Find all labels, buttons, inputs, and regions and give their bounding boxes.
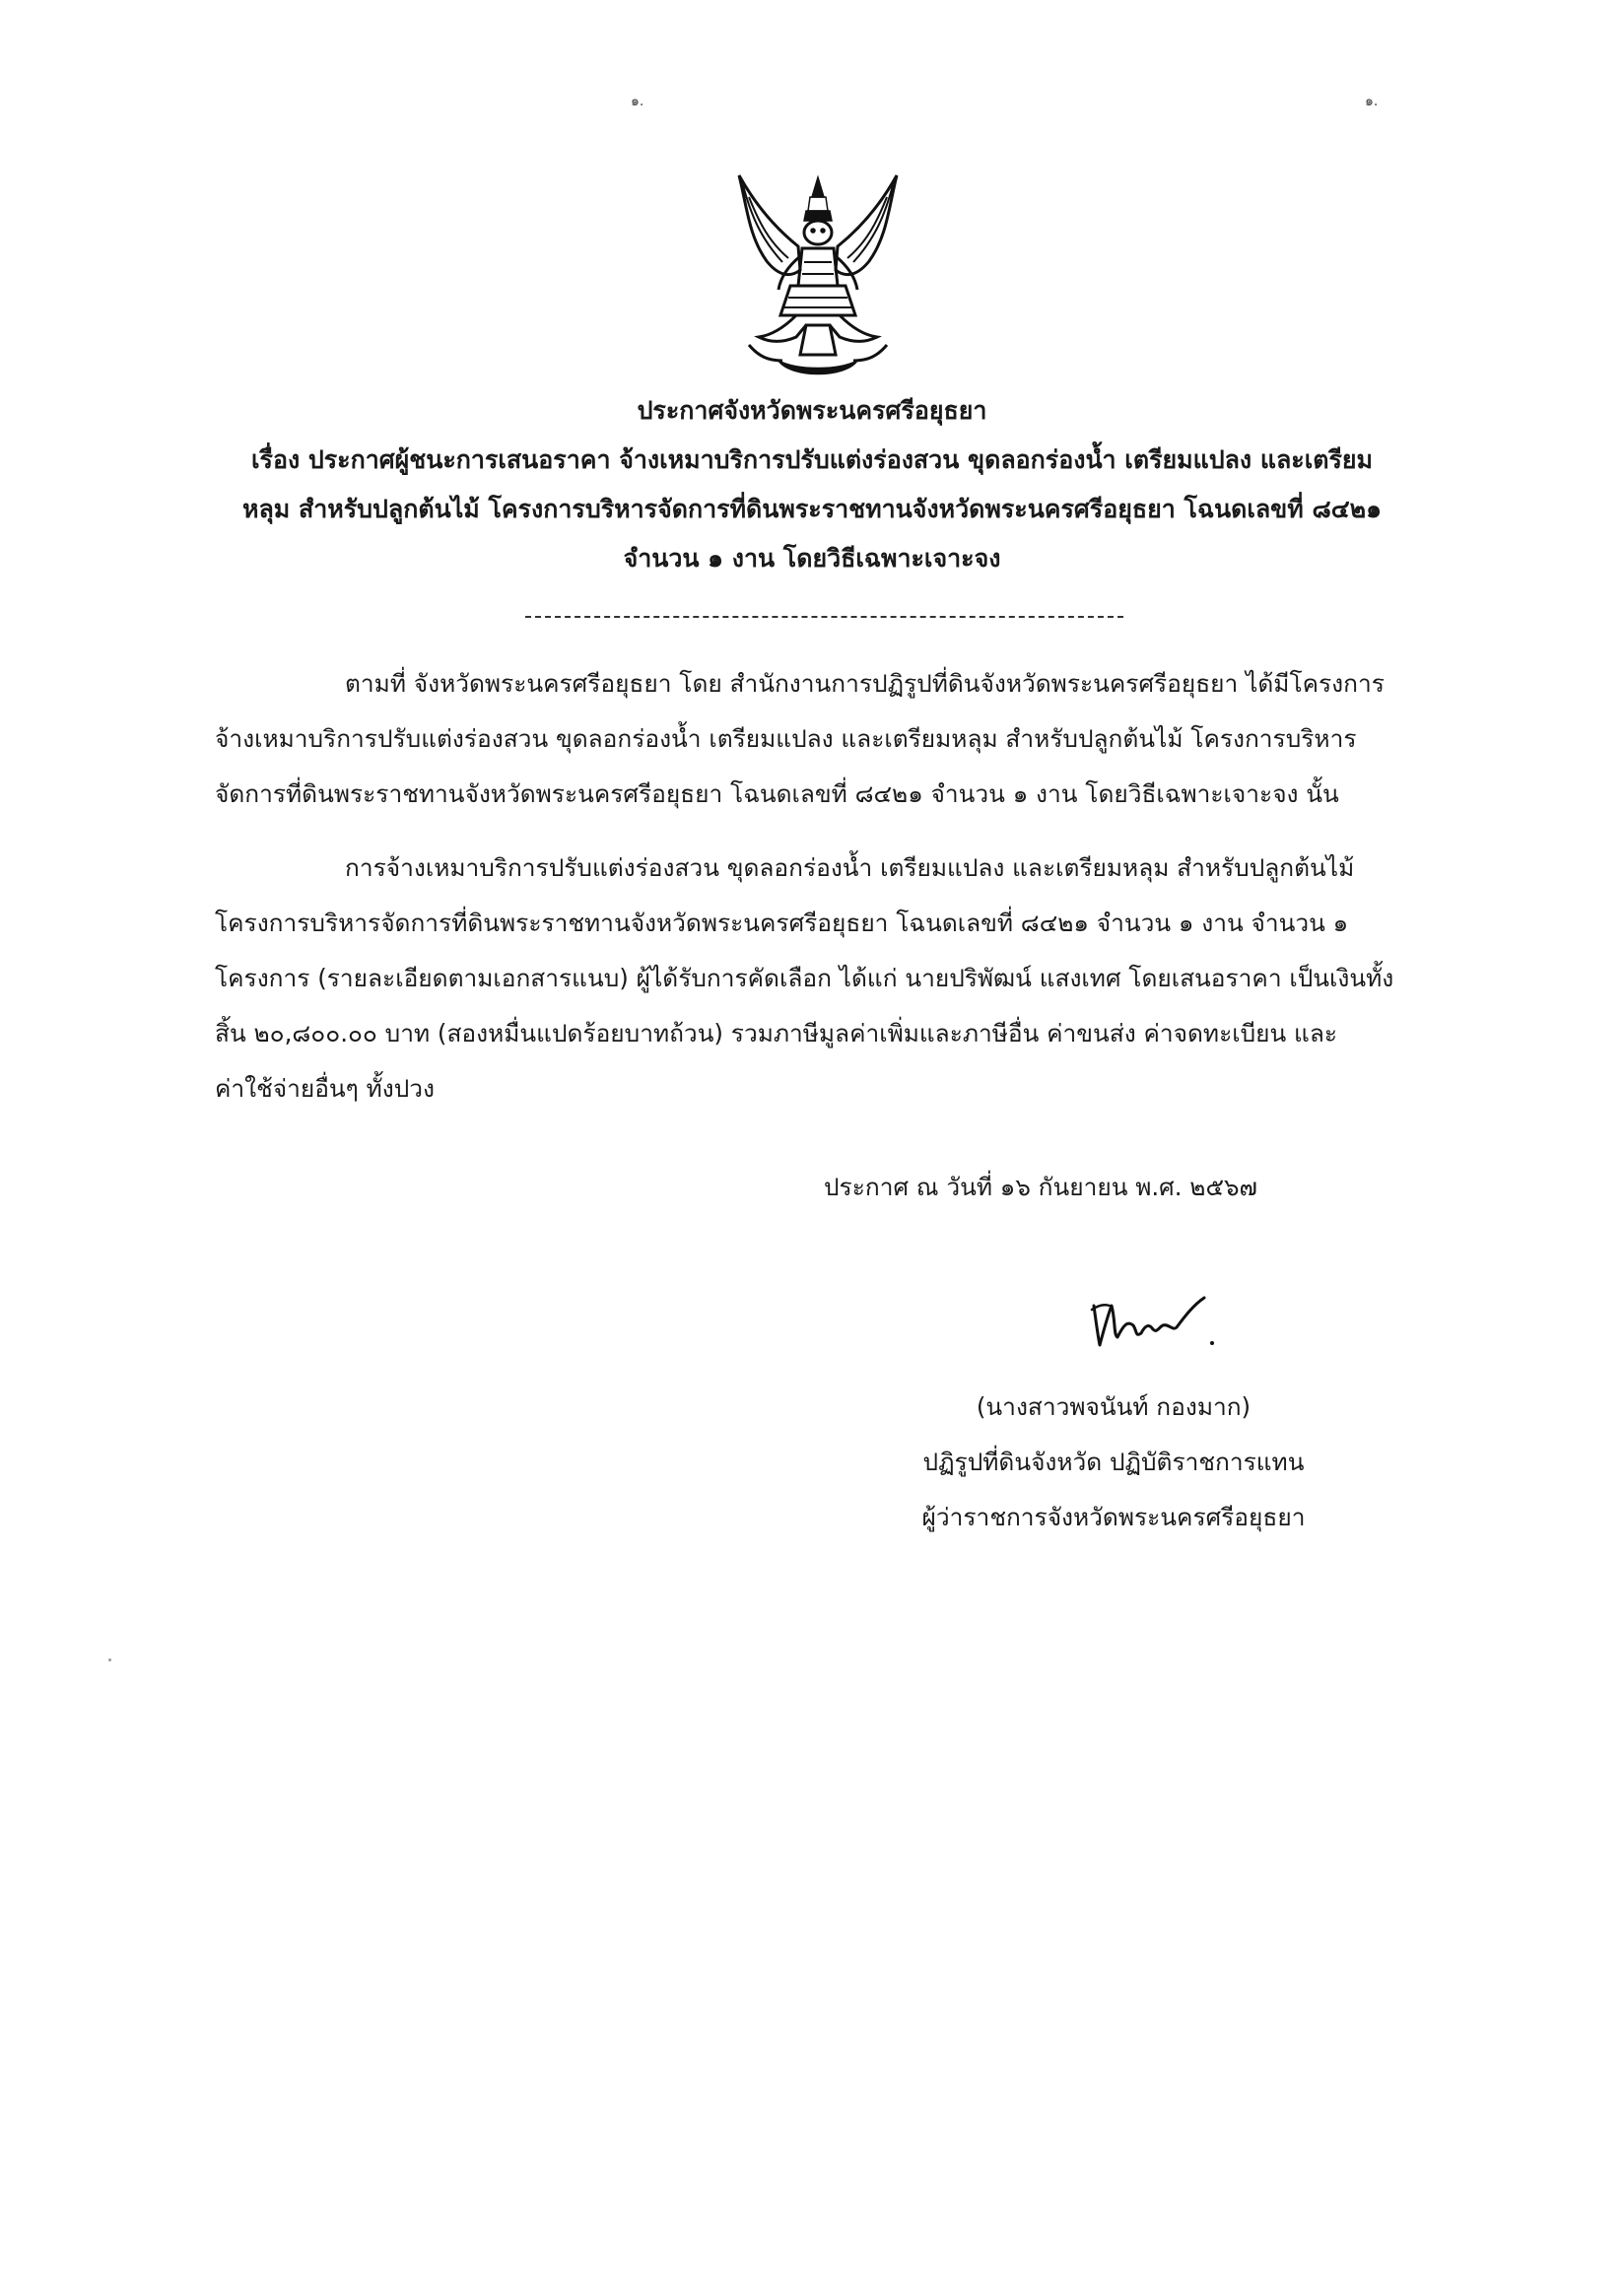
page-mark-left: ๑. [631,94,644,109]
signer-position-2: ผู้ว่าราชการจังหวัดพระนครศรีอยุธยา [921,1503,1306,1531]
subject-line-2: หลุม สำหรับปลูกต้นไม้ โครงการบริหารจัดการที่ดินพระราชทานจังหวัดพระนครศรีอยุธยา โฉนดเลขที่ ๘๔๒๑ [241,495,1383,523]
handwritten-signature [1084,1276,1232,1365]
signer-position-1: ปฏิรูปที่ดินจังหวัด ปฏิบัติราชการแทน [922,1448,1305,1476]
subject-line-1: เรื่อง ประกาศผู้ชนะการเสนอราคา จ้างเหมาบริการปรับแต่งร่องสวน ขุดลอกร่องน้ำ เตรียมแปลง และเตรียม [250,445,1374,474]
scan-speck [108,1658,111,1661]
paragraph-2-line-4: สิ้น ๒๐,๘๐๐.๐๐ บาท (สองหมื่นแปดร้อยบาทถ้วน) รวมภาษีมูลค่าเพิ่มและภาษีอื่น ค่าขนส่ง ค่าจดทะเบียน และ [215,1019,1338,1047]
paragraph-2 [215,841,1419,1116]
paragraph-1 [215,656,1419,822]
paragraph-1-line-1: ตามที่ จังหวัดพระนครศรีอยุธยา โดย สำนักงานการปฏิรูปที่ดินจังหวัดพระนครศรีอยุธยา ได้มีโครงการ [345,669,1385,698]
paragraph-2-line-1: การจ้างเหมาบริการปรับแต่งร่องสวน ขุดลอกร่องน้ำ เตรียมแปลง และเตรียมหลุม สำหรับปลูกต้นไม้ [345,853,1355,882]
document-title: ประกาศจังหวัดพระนครศรีอยุธยา [637,396,987,425]
paragraph-2-line-3: โครงการ (รายละเอียดตามเอกสารแนบ) ผู้ได้รับการคัดเลือก ได้แก่ นายปริพัฒน์ แสงเทศ โดยเสนอราคา เป็นเงินทั้ง [215,964,1394,992]
paragraph-2-line-2: โครงการบริหารจัดการที่ดินพระราชทานจังหวัดพระนครศรีอยุธยา โฉนดเลขที่ ๘๔๒๑ จำนวน ๑ งาน จำนวน ๑ [215,909,1349,937]
signer-block [867,1380,1360,1545]
announcement-date: ประกาศ ณ วันที่ ๑๖ กันยายน พ.ศ. ๒๕๖๗ [824,1173,1257,1201]
garuda-emblem-icon [719,168,916,386]
paragraph-1-line-3: จัดการที่ดินพระราชทานจังหวัดพระนครศรีอยุธยา โฉนดเลขที่ ๘๔๒๑ จำนวน ๑ งาน โดยวิธีเฉพาะเจาะจง นั้น [215,779,1339,808]
document-heading [168,386,1456,583]
subject-line-3: จำนวน ๑ งาน โดยวิธีเฉพาะเจาะจง [623,544,1001,573]
paragraph-2-line-5: ค่าใช้จ่ายอื่นๆ ทั้งปวง [215,1074,436,1103]
heading-divider [525,616,1123,618]
signer-name: (นางสาวพจนันท์ กองมาก) [976,1392,1252,1421]
paragraph-1-line-2: จ้างเหมาบริการปรับแต่งร่องสวน ขุดลอกร่องน้ำ เตรียมแปลง และเตรียมหลุม สำหรับปลูกต้นไม้ โครงการบริหาร [215,724,1357,753]
page-mark-right: ๑. [1365,94,1379,109]
